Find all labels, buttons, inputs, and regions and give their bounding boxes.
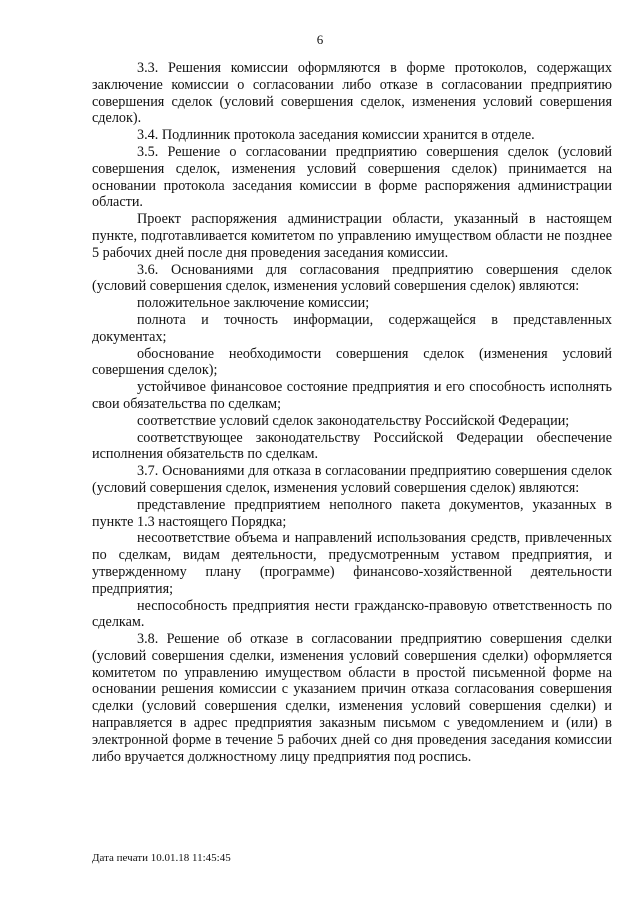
paragraph-3-6: 3.6. Основаниями для согласования предприятию совершения сделок (условий совершения сделок, изменения условий совершения сделок) являются: <box>92 261 612 295</box>
list-item: устойчивое финансовое состояние предприятия и его способность исполнять свои обязательства по сделкам; <box>92 379 612 412</box>
list-item: положительное заключение комиссии; <box>137 295 370 312</box>
list-item: обоснование необходимости совершения сделок (изменения условий совершения сделок); <box>92 345 612 379</box>
list-item: неспособность предприятия нести гражданско-правовую ответственность по сделкам. <box>92 597 612 631</box>
print-date: Дата печати 10.01.18 11:45:45 <box>92 852 231 864</box>
list-item: несоответствие объема и направлений использования средств, привлеченных по сделкам, видам деятельности, предусмотренным уставом предприятия, и утвержденному плану (программе) финансово-хозяйственной деятельности предприятия; <box>92 530 612 597</box>
paragraph-3-5-project: Проект распоряжения администрации области, указанный в настоящем пункте, подготавливается комитетом по управлению имуществом области не позднее 5 рабочих дней после дня проведения заседания комиссии. <box>92 211 612 261</box>
list-item: представление предприятием неполного пакета документов, указанных в пункте 1.3 настоящего Порядка; <box>92 496 612 530</box>
page-number: 6 <box>316 32 324 47</box>
paragraph-3-4: 3.4. Подлинник протокола заседания комиссии хранится в отделе. <box>137 127 535 144</box>
document-body <box>92 60 612 765</box>
paragraph-3-7: 3.7. Основаниями для отказа в согласовании предприятию совершения сделок (условий совершения сделок, изменения условий совершения сделок) являются: <box>92 463 612 496</box>
list-item: полнота и точность информации, содержащейся в представленных документах; <box>92 311 612 345</box>
paragraph-3-3: 3.3. Решения комиссии оформляются в форме протоколов, содержащих заключение комиссии о согласовании либо отказе в согласовании предприятию совершения сделок (условий совершения сделок, изменения условий совершения сделок). <box>92 60 612 127</box>
list-item: соответствие условий сделок законодательству Российской Федерации; <box>137 412 570 429</box>
list-item: соответствующее законодательству Российской Федерации обеспечение исполнения обязательств по сделкам. <box>92 429 612 463</box>
paragraph-3-5: 3.5. Решение о согласовании предприятию совершения сделок (условий совершения сделок, изменения условий совершения сделок) принимается на основании протокола заседания комиссии в форме распоряжения администрации области. <box>92 143 612 211</box>
paragraph-3-8: 3.8. Решение об отказе в согласовании предприятию совершения сделки (условий совершения сделки, изменения условий совершения сделки) оформляется комитетом по управлению имуществом области в простой письменной форме на основании решения комиссии с указанием причин отказа согласования совершения сделки (условий совершения сделки, изменения условий совершения сделки) и направляется в адрес предприятия заказным письмом с уведомлением и (или) в электронной форме в течение 5 рабочих дней со дня проведения заседания комиссии либо вручается должностному лицу предприятия под роспись. <box>92 631 612 765</box>
